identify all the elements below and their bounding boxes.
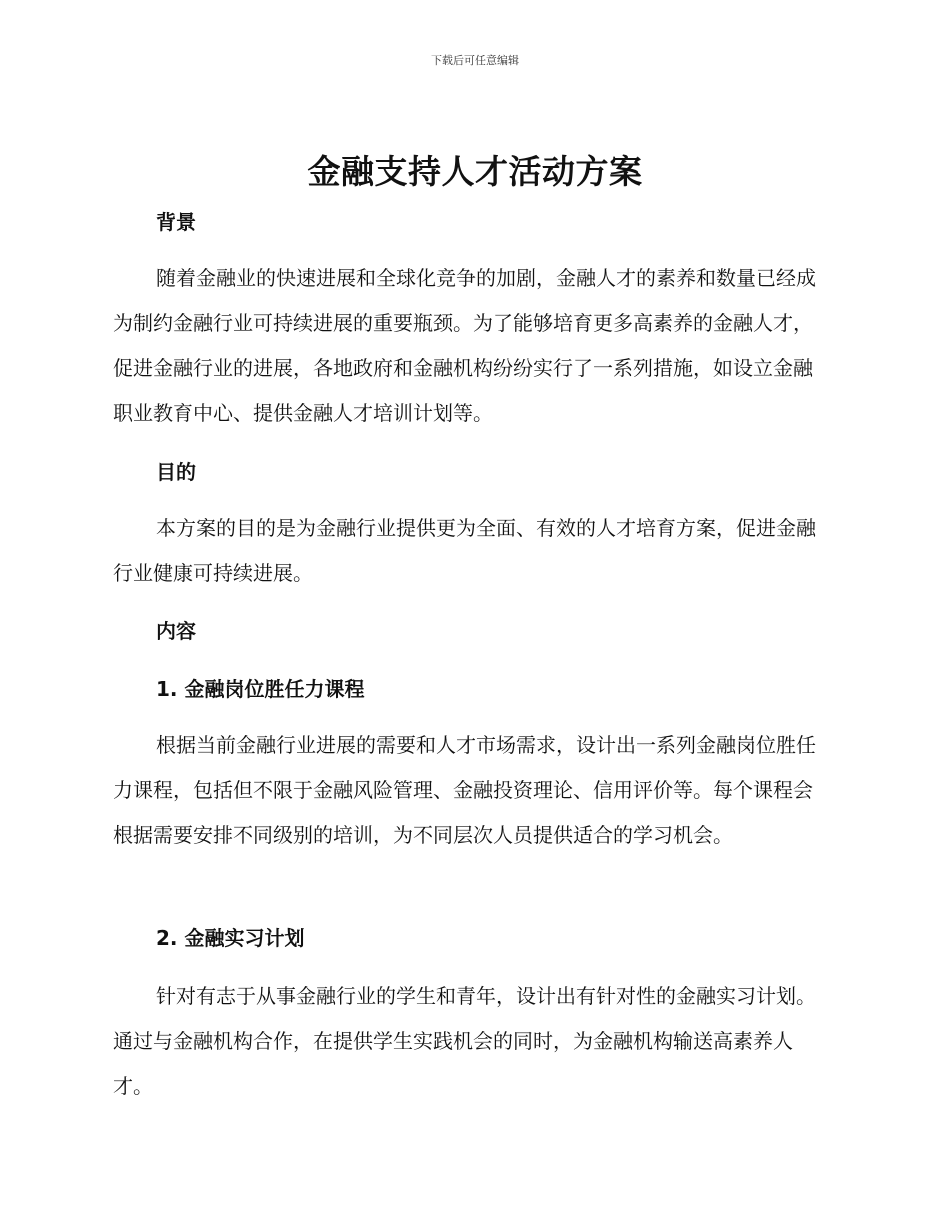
- subsection-heading-internship: 2. 金融实习计划: [156, 926, 305, 950]
- section-heading-content: 内容: [156, 619, 196, 643]
- section-heading-background: 背景: [156, 210, 196, 234]
- background-paragraph: 随着金融业的快速进展和全球化竞争的加剧，金融人才的素养和数量已经成为制约金融行业可持续进展的重要瓶颈。为了能够培育更多高素养的金融人才，促进金融行业的进展，各地政府和金融机构纷纷实行了一系列措施，如设立金融职业教育中心、提供金融人才培训计划等。: [113, 266, 816, 425]
- internship-paragraph: 针对有志于从事金融行业的学生和青年，设计出有针对性的金融实习计划。通过与金融机构合作，在提供学生实践机会的同时，为金融机构输送高素养人才。: [113, 984, 816, 1098]
- document-title: 金融支持人才活动方案: [307, 152, 643, 191]
- competency-course-paragraph: 根据当前金融行业进展的需要和人才市场需求，设计出一系列金融岗位胜任力课程，包括但不限于金融风险管理、金融投资理论、信用评价等。每个课程会根据需要安排不同级别的培训，为不同层次人员提供适合的学习机会。: [113, 733, 816, 847]
- purpose-paragraph: 本方案的目的是为金融行业提供更为全面、有效的人才培育方案，促进金融行业健康可持续进展。: [113, 516, 816, 585]
- page-header: 下载后可任意编辑: [431, 54, 519, 67]
- section-heading-purpose: 目的: [156, 460, 196, 484]
- subsection-heading-competency-course: 1. 金融岗位胜任力课程: [156, 677, 365, 701]
